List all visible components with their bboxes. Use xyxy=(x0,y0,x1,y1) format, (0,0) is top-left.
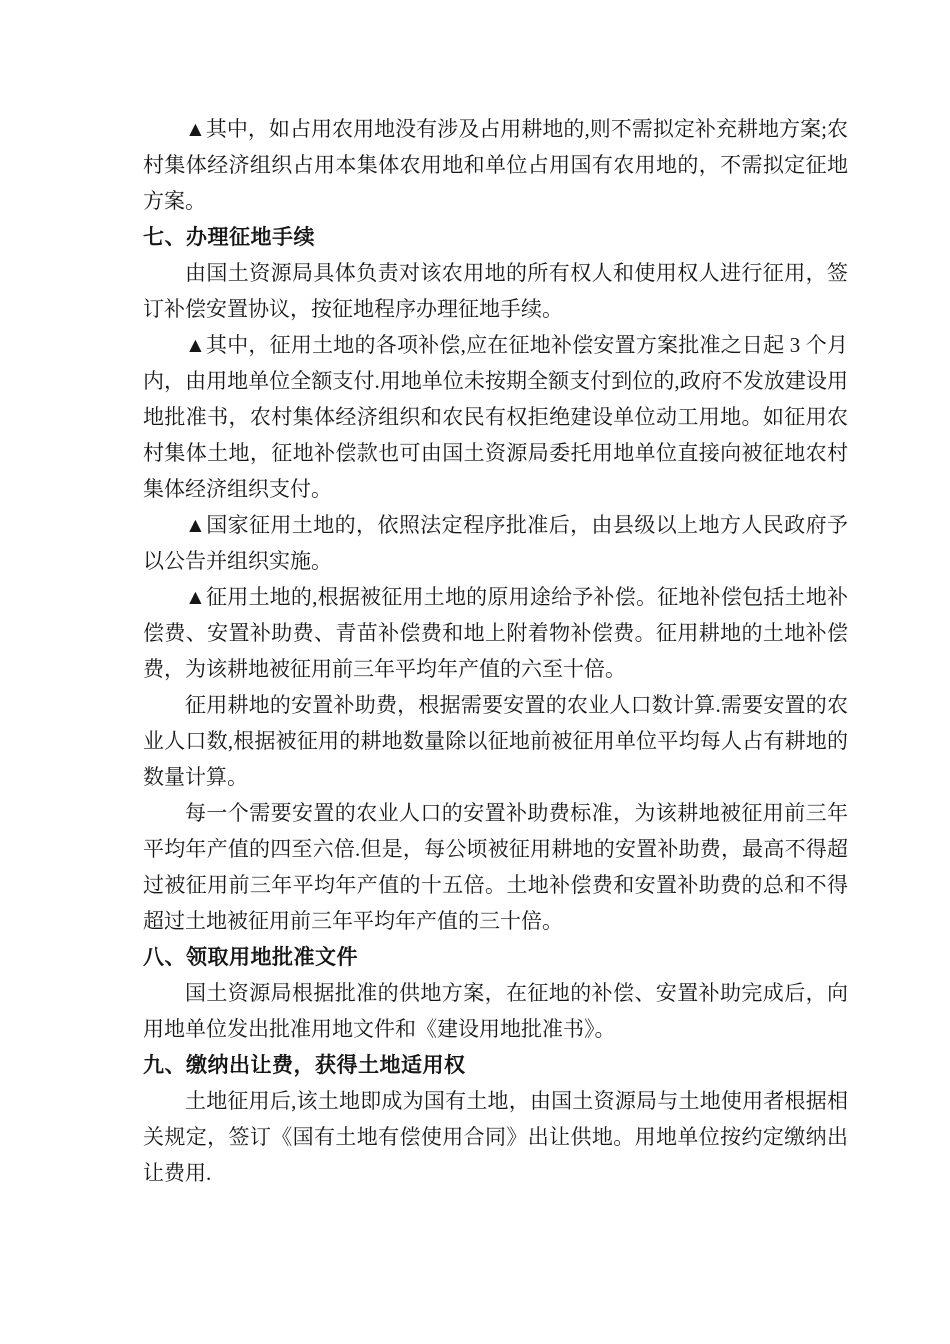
section-heading-9-pay-transfer-fee: 九、缴纳出让费，获得土地适用权 xyxy=(143,1053,466,1077)
paragraph-resettlement-subsidy-calculation: 征用耕地的安置补助费，根据需要安置的农业人口数计算.需要安置的农业人口数,根据被征用的耕地数量除以征地前被征用单位平均每人占有耕地的数量计算。 xyxy=(143,693,848,789)
paragraph-note-state-requisition-announcement: ▲国家征用土地的，依照法定程序批准后，由县级以上地方人民政府予以公告并组织实施。 xyxy=(143,513,848,573)
paragraph-resettlement-subsidy-limits: 每一个需要安置的农业人口的安置补助费标准，为该耕地被征用前三年平均年产值的四至六倍.但是，每公顷被征用耕地的安置补助费，最高不得超过被征用前三年平均年产值的十五倍。土地补偿费和安置补助费的总和不得超过土地被征用前三年平均年产值的三十倍。 xyxy=(143,801,848,933)
section-heading-8-approval-documents: 八、领取用地批准文件 xyxy=(143,945,358,969)
paragraph-bureau-responsibility: 由国土资源局具体负责对该农用地的所有权人和使用权人进行征用，签订补偿安置协议，按征地程序办理征地手续。 xyxy=(143,261,848,321)
paragraph-note-supplement-farmland: ▲其中，如占用农用地没有涉及占用耕地的,则不需拟定补充耕地方案;农村集体经济组织占用本集体农用地和单位占用国有农用地的，不需拟定征地方案。 xyxy=(143,117,848,213)
section-heading-7-land-requisition-procedures: 七、办理征地手续 xyxy=(143,225,315,249)
document-body xyxy=(143,111,848,1191)
paragraph-note-compensation-scope: ▲征用土地的,根据被征用土地的原用途给予补偿。征地补偿包括土地补偿费、安置补助费、青苗补偿费和地上附着物补偿费。征用耕地的土地补偿费，为该耕地被征用前三年平均年产值的六至十倍。 xyxy=(143,585,848,681)
paragraph-transfer-fee-payment: 土地征用后,该土地即成为国有土地，由国土资源局与土地使用者根据相关规定，签订《国有土地有偿使用合同》出让供地。用地单位按约定缴纳出让费用. xyxy=(143,1089,848,1185)
paragraph-approval-document-issuance: 国土资源局根据批准的供地方案，在征地的补偿、安置补助完成后，向用地单位发出批准用地文件和《建设用地批准书》。 xyxy=(143,981,848,1041)
paragraph-note-compensation-payment: ▲其中，征用土地的各项补偿,应在征地补偿安置方案批准之日起 3 个月内，由用地单位全额支付.用地单位未按期全额支付到位的,政府不发放建设用地批准书，农村集体经济组织和农民有权拒绝建设单位动工用地。如征用农村集体土地，征地补偿款也可由国土资源局委托用地单位直接向被征地农村集体经济组织支付。 xyxy=(143,333,848,501)
